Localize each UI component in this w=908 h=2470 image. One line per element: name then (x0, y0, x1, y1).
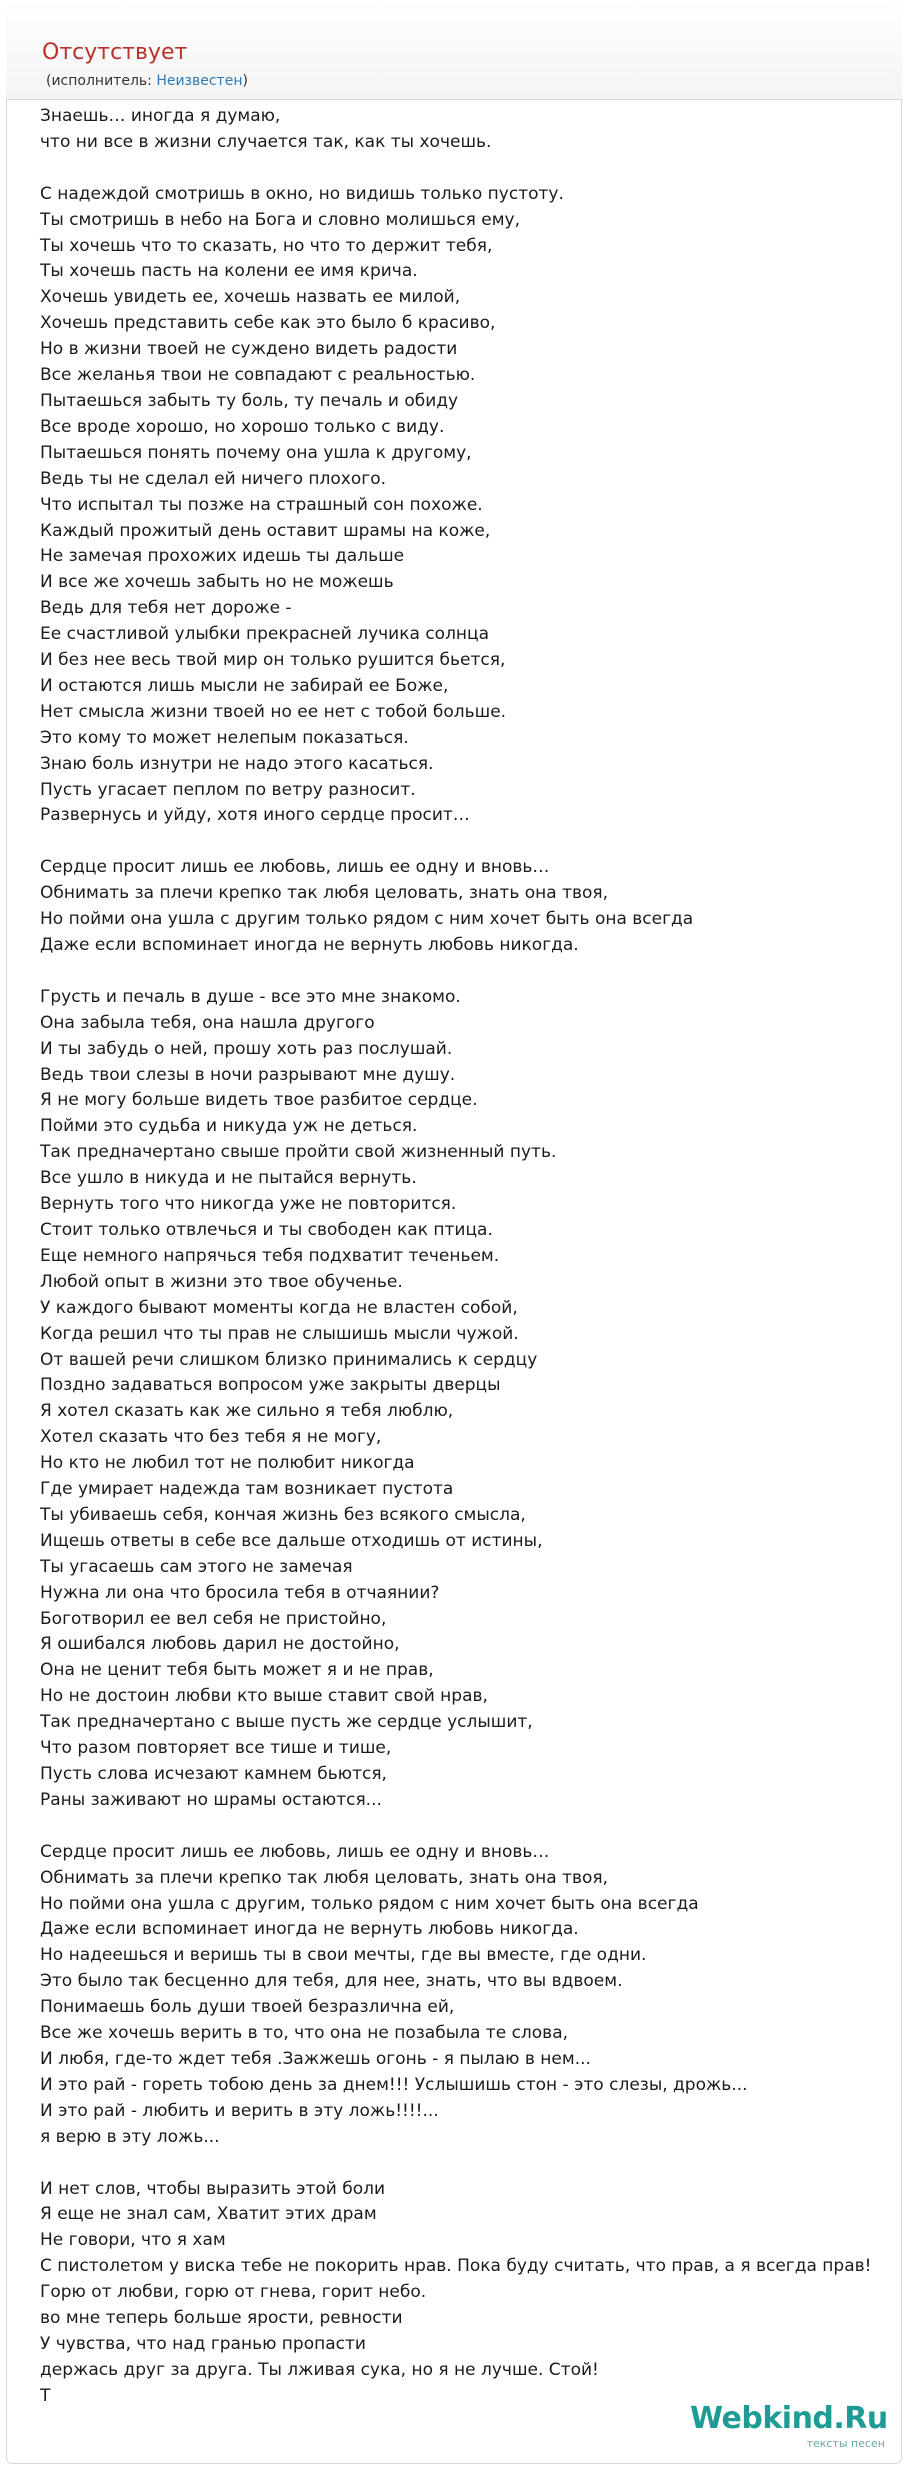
artist-link[interactable]: Неизвестен (156, 73, 243, 89)
artist-line (46, 72, 248, 90)
logo-tagline: тексты песен (806, 2437, 885, 2450)
site-logo[interactable] (690, 2402, 895, 2464)
lyrics-text: Знаешь… иногда я думаю, что ни все в жизни случается так, как ты хочешь. С надеждой смотришь в окно, но видишь только пустоту. Ты смотришь в небо на Бога и словно молишься ему, Ты хочешь что то сказать, но что то держит тебя, Ты хочешь пасть на колени ее имя крича. Хочешь увидеть ее, хочешь назвать ее милой, Хочешь представить себе как это было б красиво, Но в жизни твоей не суждено видеть радости Все желанья твои не совпадают с реальностью. Пытаешься забыть ту боль, ту печаль и обиду Все вроде хорошо, но хорошо только с виду. Пытаешься понять почему она ушла к другому, Ведь ты не сделал ей ничего плохого. Что испытал ты позже на страшный сон похоже. Каждый прожитый день оставит шрамы на коже, Не замечая прохожих идешь ты дальше И все же хочешь забыть но не можешь Ведь для тебя нет дороже - Ее счастливой улыбки прекрасней лучика солнца И без нее весь твой мир он только рушится бьется, И остаются лишь мысли не забирай ее Боже, Нет смысла жизни твоей но ее нет с тобой больше. Это кому то может нелепым показаться. Знаю боль изнутри не надо этого касаться. Пусть угасает пеплом по ветру разносит. Развернусь и уйду, хотя иного сердце просит… Сердце просит лишь ее любовь, лишь ее одну и вновь… Обнимать за плечи крепко так любя целовать, знать она твоя, Но пойми она ушла с другим только рядом с ним хочет быть она всегда Даже если вспоминает иногда не вернуть любовь никогда. Грусть и печаль в душе - все это мне знакомо. Она забыла тебя, она нашла другого И ты забудь о ней, прошу хоть раз послушай. Ведь твои слезы в ночи разрывают мне душу. Я не могу больше видеть твое разбитое сердце. Пойми это судьба и никуда уж не деться. Так предначертано свыше пройти свой жизненный путь. Все ушло в никуда и не пытайся вернуть. Вернуть того что никогда уже не повторится. Стоит только отвлечься и ты свободен как птица. Еще немного напрячься тебя подхватит теченьем. Любой опыт в жизни это твое обученье. У каждого бывают моменты когда не властен собой, Когда решил что ты прав не слышишь мысли чужой. От вашей речи слишком близко принимались к сердцу Поздно задаваться вопросом уже закрыты дверцы Я хотел сказать как же сильно я тебя люблю, Хотел сказать что без тебя я не могу, Но кто не любил тот не полюбит никогда Где умирает надежда там возникает пустота Ты убиваешь себя, кончая жизнь без всякого смысла, Ищешь ответы в себе все дальше отходишь от истины, Ты угасаешь сам этого не замечая Нужна ли она что бросила тебя в отчаянии? Боготворил ее вел себя не пристойно, Я ошибался любовь дарил не достойно, Она не ценит тебя быть может я и не прав, Но не достоин любви кто выше ставит свой нрав, Так предначертано с выше пусть же сердце услышит, Что разом повторяет все тише и тише, Пусть слова исчезают камнем бьются, Раны заживают но шрамы остаются... Сердце просит лишь ее любовь, лишь ее одну и вновь… Обнимать за плечи крепко так любя целовать, знать она твоя, Но пойми она ушла с другим, только рядом с ним хочет быть она всегда Даже если вспоминает иногда не вернуть любовь никогда. Но надеешься и веришь ты в свои мечты, где вы вместе, где одни. Это было так бесценно для тебя, для нее, знать, что вы вдвоем. Понимаешь боль души твоей безразлична ей, Все же хочешь верить в то, что она не позабыла те слова, И любя, где-то ждет тебя .Зажжешь огонь - я пылаю в нем... И это рай - гореть тобою день за днем!!! Услышишь стон - это слезы, дрожь... И это рай - любить и верить в эту ложь!!!!... я верю в эту ложь... И нет слов, чтобы выразить этой боли Я еще не знал сам, Хватит этих драм Не говори, что я хам С пистолетом у виска тебе не покорить нрав. Пока буду считать, что прав, а я всегда прав! Горю от любви, горю от гнева, горит небо. во мне теперь больше ярости, ревности У чувства, что над гранью пропасти держась друг за друга. Ты лживая сука, но я не лучше. Стой! Т (40, 106, 872, 2406)
song-title: Отсутствует (42, 40, 188, 65)
song-header (6, 0, 902, 100)
logo-wordmark: Webkind.Ru (690, 2401, 888, 2436)
artist-prefix: (исполнитель: (46, 73, 157, 89)
artist-suffix: ) (242, 73, 248, 89)
